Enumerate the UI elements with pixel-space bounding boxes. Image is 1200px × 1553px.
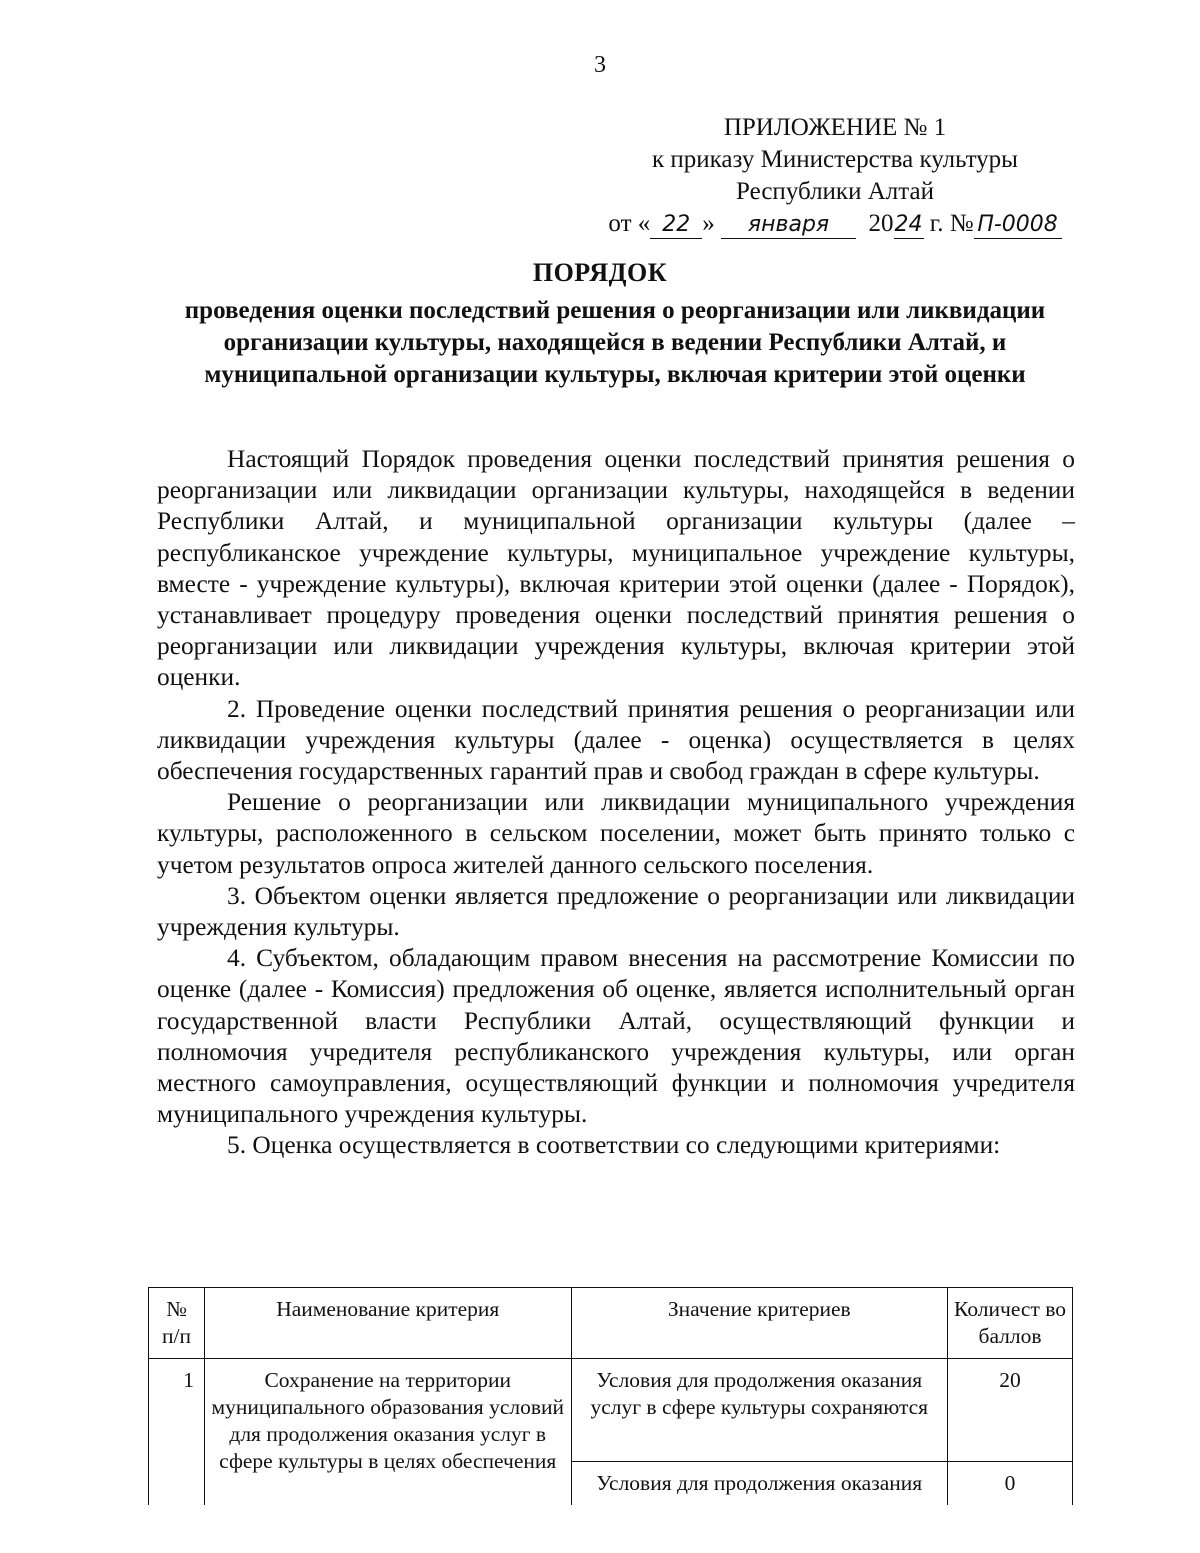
order-number: П-0008 [974,212,1062,239]
header-points: Количест во баллов [948,1288,1073,1359]
row-points-b: 0 [948,1462,1073,1506]
document-title: ПОРЯДОК [532,258,668,287]
header-value: Значение критериев [571,1288,948,1359]
date-day: 22 [650,212,702,239]
order-number-prefix: г. № [929,210,974,237]
paragraph-2-note: Решение о реорганизации или ликвидации муниципального учреждения культуры, расположенного в сельском поселении, может быть принято только с учетом результатов опроса жителей данного сельского поселения. [157,788,1075,879]
appendix-title: ПРИЛОЖЕНИЕ № 1 [723,114,947,141]
date-month: января [721,212,856,239]
row-criterion: Сохранение на территории муниципального образования условий для продолжения оказания услуг в сфере культуры в целях обеспечения [204,1359,571,1506]
document-subtitle: проведения оценки последствий решения о реорганизации или ликвидации организации культуры, находящейся в ведении Республики Алтай, и муниципальной организации культуры, включая критерии этой оценки [184,297,1046,388]
date-prefix: от « [608,210,651,237]
appendix-order-ref: к приказу Министерства культуры [652,146,1018,173]
header-criterion: Наименование критерия [204,1288,571,1359]
row-value-b: Условия для продолжения оказания [571,1462,948,1506]
paragraph-2: 2. Проведение оценки последствий принятия решения о реорганизации или ликвидации учреждения культуры (далее - оценка) осуществляется в целях обеспечения государственных гарантий прав и свобод граждан в сфере культуры. [157,694,1075,786]
criteria-table [148,1287,1073,1505]
paragraph-5: 5. Оценка осуществляется в соответствии со следующими критериями: [227,1131,1001,1160]
table-header-row [149,1288,1073,1359]
row-points-a: 20 [948,1359,1073,1462]
appendix-header [585,112,1085,240]
date-year-prefix: 20 [868,210,894,237]
paragraph-3: 3. Объектом оценки является предложение о реорганизации или ликвидации учреждения культуры. [157,881,1075,942]
document-body [157,444,1075,1162]
paragraph-4: 4. Субъектом, обладающим правом внесения на рассмотрение Комиссии по оценке (далее - Комиссия) предложения об оценке, является исполнительный орган государственной власти Республики Алтай, осуществляющий функции и полномочия учредителя республиканского учреждения культуры, или орган местного самоуправления, осуществляющий функции и полномочия учредителя муниципального учреждения культуры. [157,944,1075,1129]
appendix-region: Республики Алтай [736,178,934,205]
page-number: 3 [594,52,606,78]
row-number: 1 [149,1359,205,1506]
date-year: 24 [894,212,923,237]
header-number: № п/п [149,1288,205,1359]
table-row [149,1359,1073,1462]
row-value-a: Условия для продолжения оказания услуг в сфере культуры сохраняются [571,1359,948,1462]
appendix-date-line [585,208,1085,240]
date-day-suffix: » [702,210,715,237]
paragraph-intro: Настоящий Порядок проведения оценки последствий принятия решения о реорганизации или ликвидации организации культуры, находящейся в ведении Республики Алтай, и муниципальной организации культуры (далее – республиканское учреждение культуры, муниципальное учреждение культуры, вместе - учреждение культуры), включая критерии этой оценки (далее - Порядок), устанавливает процедуру проведения оценки последствий принятия решения о реорганизации или ликвидации учреждения культуры, включая критерии этой оценки. [157,445,1075,692]
